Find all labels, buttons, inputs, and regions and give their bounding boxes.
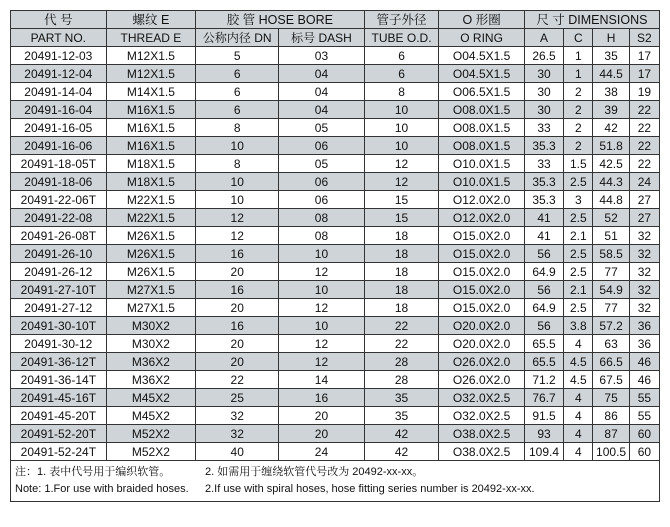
cell-o-ring: O10.0X1.5 <box>439 173 524 191</box>
cell-o-ring: O04.5X1.5 <box>439 47 524 65</box>
cell-tube-od: 15 <box>364 209 439 227</box>
cell-part-no: 20491-12-03 <box>11 47 107 65</box>
notes <box>10 461 660 502</box>
cell-thread: M45X2 <box>106 389 195 407</box>
cell-o-ring: O12.0X2.0 <box>439 209 524 227</box>
cell-dim-c: 4 <box>564 443 593 461</box>
cell-dim-a: 71.2 <box>524 371 564 389</box>
table-row <box>11 281 660 299</box>
cell-tube-od: 18 <box>364 281 439 299</box>
cell-thread: M12X1.5 <box>106 65 195 83</box>
cell-dim-h: 100.5 <box>593 443 629 461</box>
cell-part-no: 20491-45-16T <box>11 389 107 407</box>
cell-dim-a: 30 <box>524 83 564 101</box>
cell-dim-s2: 55 <box>629 389 659 407</box>
cell-thread: M26X1.5 <box>106 263 195 281</box>
table-row <box>11 209 660 227</box>
cell-dim-c: 4.5 <box>564 353 593 371</box>
cell-thread: M36X2 <box>106 371 195 389</box>
cell-part-no: 20491-18-05T <box>11 155 107 173</box>
table-row <box>11 335 660 353</box>
cell-dim-s2: 22 <box>629 101 659 119</box>
header-dim-a: A <box>524 29 564 47</box>
cell-tube-od: 15 <box>364 191 439 209</box>
cell-tube-od: 28 <box>364 371 439 389</box>
cell-dim-c: 3 <box>564 191 593 209</box>
cell-dim-h: 63 <box>593 335 629 353</box>
cell-dim-s2: 32 <box>629 245 659 263</box>
cell-dim-h: 51.8 <box>593 137 629 155</box>
header-dim-s2: S2 <box>629 29 659 47</box>
header-dim-h: H <box>593 29 629 47</box>
cell-tube-od: 35 <box>364 389 439 407</box>
cell-bore-dash: 04 <box>279 65 364 83</box>
cell-tube-od: 6 <box>364 65 439 83</box>
spec-table-body <box>11 47 660 461</box>
cell-thread: M26X1.5 <box>106 245 195 263</box>
header-dimensions: 尺 寸 DIMENSIONS <box>524 11 659 29</box>
cell-thread: M45X2 <box>106 407 195 425</box>
cell-dim-s2: 32 <box>629 227 659 245</box>
cell-tube-od: 12 <box>364 173 439 191</box>
cell-dim-s2: 36 <box>629 335 659 353</box>
cell-thread: M16X1.5 <box>106 137 195 155</box>
cell-part-no: 20491-14-04 <box>11 83 107 101</box>
cell-bore-dn: 20 <box>196 335 279 353</box>
cell-dim-s2: 22 <box>629 119 659 137</box>
cell-dim-c: 4 <box>564 389 593 407</box>
cell-bore-dash: 12 <box>279 353 364 371</box>
cell-dim-a: 35.3 <box>524 191 564 209</box>
table-row <box>11 119 660 137</box>
cell-bore-dn: 40 <box>196 443 279 461</box>
cell-dim-h: 54.9 <box>593 281 629 299</box>
cell-dim-a: 64.9 <box>524 263 564 281</box>
cell-part-no: 20491-26-12 <box>11 263 107 281</box>
cell-bore-dash: 20 <box>279 425 364 443</box>
cell-thread: M12X1.5 <box>106 47 195 65</box>
cell-bore-dash: 20 <box>279 407 364 425</box>
cell-o-ring: O32.0X2.5 <box>439 407 524 425</box>
cell-thread: M18X1.5 <box>106 173 195 191</box>
cell-tube-od: 8 <box>364 83 439 101</box>
cell-o-ring: O04.5X1.5 <box>439 65 524 83</box>
table-row <box>11 101 660 119</box>
cell-dim-a: 76.7 <box>524 389 564 407</box>
cell-o-ring: O08.0X1.5 <box>439 101 524 119</box>
cell-dim-s2: 32 <box>629 299 659 317</box>
cell-thread: M27X1.5 <box>106 299 195 317</box>
table-row <box>11 263 660 281</box>
cell-dim-c: 2.1 <box>564 281 593 299</box>
cell-dim-c: 4 <box>564 407 593 425</box>
cell-part-no: 20491-52-24T <box>11 443 107 461</box>
cell-dim-a: 56 <box>524 281 564 299</box>
cell-bore-dn: 20 <box>196 299 279 317</box>
cell-bore-dash: 06 <box>279 137 364 155</box>
cell-part-no: 20491-16-04 <box>11 101 107 119</box>
cell-part-no: 20491-26-08T <box>11 227 107 245</box>
cell-tube-od: 12 <box>364 155 439 173</box>
cell-dim-h: 39 <box>593 101 629 119</box>
cell-tube-od: 28 <box>364 353 439 371</box>
cell-dim-c: 3.8 <box>564 317 593 335</box>
cell-thread: M14X1.5 <box>106 83 195 101</box>
cell-dim-s2: 24 <box>629 173 659 191</box>
cell-o-ring: O08.0X1.5 <box>439 119 524 137</box>
cell-tube-od: 18 <box>364 263 439 281</box>
cell-o-ring: O15.0X2.0 <box>439 263 524 281</box>
cell-thread: M16X1.5 <box>106 119 195 137</box>
cell-o-ring: O12.0X2.0 <box>439 191 524 209</box>
table-row <box>11 191 660 209</box>
cell-bore-dash: 14 <box>279 371 364 389</box>
cell-dim-c: 2.5 <box>564 245 593 263</box>
cell-tube-od: 18 <box>364 245 439 263</box>
cell-bore-dash: 08 <box>279 227 364 245</box>
cell-bore-dn: 25 <box>196 389 279 407</box>
table-row <box>11 299 660 317</box>
cell-part-no: 20491-30-12 <box>11 335 107 353</box>
cell-dim-c: 4 <box>564 425 593 443</box>
cell-dim-c: 4.5 <box>564 371 593 389</box>
table-row <box>11 443 660 461</box>
table-row <box>11 371 660 389</box>
cell-dim-s2: 55 <box>629 407 659 425</box>
cell-thread: M52X2 <box>106 443 195 461</box>
header-oring-en: O RING <box>439 29 524 47</box>
cell-dim-h: 44.5 <box>593 65 629 83</box>
cell-part-no: 20491-27-12 <box>11 299 107 317</box>
cell-dim-s2: 32 <box>629 281 659 299</box>
cell-dim-a: 109.4 <box>524 443 564 461</box>
cell-dim-a: 35.3 <box>524 137 564 155</box>
cell-bore-dn: 32 <box>196 407 279 425</box>
cell-o-ring: O08.0X1.5 <box>439 137 524 155</box>
cell-dim-s2: 60 <box>629 443 659 461</box>
cell-tube-od: 42 <box>364 443 439 461</box>
cell-dim-c: 2 <box>564 83 593 101</box>
cell-part-no: 20491-30-10T <box>11 317 107 335</box>
cell-part-no: 20491-52-20T <box>11 425 107 443</box>
cell-dim-s2: 17 <box>629 47 659 65</box>
cell-bore-dash: 06 <box>279 173 364 191</box>
cell-o-ring: O20.0X2.0 <box>439 317 524 335</box>
cell-bore-dn: 8 <box>196 119 279 137</box>
cell-dim-h: 87 <box>593 425 629 443</box>
cell-tube-od: 22 <box>364 317 439 335</box>
cell-part-no: 20491-45-20T <box>11 407 107 425</box>
spec-table-container <box>10 10 660 502</box>
cell-thread: M30X2 <box>106 317 195 335</box>
cell-thread: M22X1.5 <box>106 191 195 209</box>
cell-dim-c: 1.5 <box>564 155 593 173</box>
cell-bore-dash: 10 <box>279 317 364 335</box>
cell-bore-dn: 20 <box>196 353 279 371</box>
cell-o-ring: O38.0X2.5 <box>439 443 524 461</box>
cell-bore-dn: 10 <box>196 173 279 191</box>
table-row <box>11 155 660 173</box>
hose-fitting-spec-table <box>10 10 660 461</box>
header-dim-c: C <box>564 29 593 47</box>
cell-tube-od: 22 <box>364 335 439 353</box>
cell-bore-dn: 32 <box>196 425 279 443</box>
table-row <box>11 353 660 371</box>
cell-bore-dn: 6 <box>196 83 279 101</box>
cell-dim-a: 56 <box>524 245 564 263</box>
cell-dim-h: 44.8 <box>593 191 629 209</box>
cell-o-ring: O26.0X2.0 <box>439 353 524 371</box>
cell-o-ring: O15.0X2.0 <box>439 299 524 317</box>
cell-part-no: 20491-36-14T <box>11 371 107 389</box>
cell-dim-c: 2 <box>564 137 593 155</box>
cell-part-no: 20491-16-05 <box>11 119 107 137</box>
header-part-cn: 代 号 <box>11 11 107 29</box>
cell-bore-dn: 12 <box>196 209 279 227</box>
table-row <box>11 47 660 65</box>
cell-bore-dash: 12 <box>279 335 364 353</box>
cell-dim-a: 33 <box>524 119 564 137</box>
cell-dim-s2: 17 <box>629 65 659 83</box>
header-bore-dash: 标号 DASH <box>279 29 364 47</box>
header-oring-cn: O 形圈 <box>439 11 524 29</box>
cell-bore-dash: 05 <box>279 119 364 137</box>
note-en-2: 2.If use with spiral hoses, hose fitting series number is 20492-xx-xx. <box>205 483 535 495</box>
table-row <box>11 389 660 407</box>
cell-bore-dash: 03 <box>279 47 364 65</box>
cell-dim-s2: 27 <box>629 191 659 209</box>
note-en-1: Note: 1.For use with braided hoses. <box>15 483 189 495</box>
cell-tube-od: 10 <box>364 137 439 155</box>
cell-tube-od: 18 <box>364 227 439 245</box>
cell-tube-od: 10 <box>364 101 439 119</box>
cell-dim-h: 42.5 <box>593 155 629 173</box>
cell-dim-c: 2.5 <box>564 209 593 227</box>
cell-bore-dn: 22 <box>196 371 279 389</box>
cell-bore-dash: 10 <box>279 245 364 263</box>
cell-bore-dash: 12 <box>279 263 364 281</box>
cell-bore-dash: 04 <box>279 101 364 119</box>
cell-dim-s2: 22 <box>629 137 659 155</box>
table-row <box>11 65 660 83</box>
cell-dim-c: 2.1 <box>564 227 593 245</box>
cell-o-ring: O15.0X2.0 <box>439 281 524 299</box>
cell-dim-a: 64.9 <box>524 299 564 317</box>
table-row <box>11 317 660 335</box>
cell-dim-a: 56 <box>524 317 564 335</box>
cell-dim-c: 2.5 <box>564 299 593 317</box>
cell-dim-h: 35 <box>593 47 629 65</box>
cell-o-ring: O15.0X2.0 <box>439 227 524 245</box>
cell-dim-c: 2.5 <box>564 173 593 191</box>
table-row <box>11 425 660 443</box>
cell-bore-dn: 10 <box>196 137 279 155</box>
cell-dim-s2: 60 <box>629 425 659 443</box>
header-tube-en: TUBE O.D. <box>364 29 439 47</box>
cell-dim-h: 51 <box>593 227 629 245</box>
cell-bore-dn: 12 <box>196 227 279 245</box>
cell-part-no: 20491-22-08 <box>11 209 107 227</box>
cell-thread: M52X2 <box>106 425 195 443</box>
cell-thread: M26X1.5 <box>106 227 195 245</box>
cell-bore-dash: 08 <box>279 209 364 227</box>
cell-dim-a: 65.5 <box>524 335 564 353</box>
cell-dim-h: 58.5 <box>593 245 629 263</box>
cell-dim-s2: 46 <box>629 353 659 371</box>
cell-dim-s2: 32 <box>629 263 659 281</box>
cell-o-ring: O15.0X2.0 <box>439 245 524 263</box>
cell-dim-c: 2.5 <box>564 263 593 281</box>
cell-part-no: 20491-22-06T <box>11 191 107 209</box>
note-cn-2: 2. 如需用于缠绕软管代号改为 20492-xx-xx。 <box>205 466 424 478</box>
cell-tube-od: 42 <box>364 425 439 443</box>
cell-bore-dn: 6 <box>196 65 279 83</box>
cell-bore-dn: 16 <box>196 245 279 263</box>
cell-dim-a: 91.5 <box>524 407 564 425</box>
cell-dim-h: 38 <box>593 83 629 101</box>
cell-dim-s2: 46 <box>629 371 659 389</box>
cell-dim-c: 1 <box>564 47 593 65</box>
cell-dim-h: 77 <box>593 299 629 317</box>
cell-dim-h: 77 <box>593 263 629 281</box>
cell-o-ring: O06.5X1.5 <box>439 83 524 101</box>
cell-dim-h: 44.3 <box>593 173 629 191</box>
table-row <box>11 407 660 425</box>
cell-thread: M36X2 <box>106 353 195 371</box>
cell-dim-a: 35.3 <box>524 173 564 191</box>
cell-part-no: 20491-26-10 <box>11 245 107 263</box>
table-row <box>11 173 660 191</box>
cell-bore-dn: 8 <box>196 155 279 173</box>
cell-dim-h: 67.5 <box>593 371 629 389</box>
cell-dim-a: 26.5 <box>524 47 564 65</box>
cell-dim-h: 66.5 <box>593 353 629 371</box>
cell-bore-dash: 24 <box>279 443 364 461</box>
cell-part-no: 20491-12-04 <box>11 65 107 83</box>
header-tube-cn: 管子外径 <box>364 11 439 29</box>
header-thread-cn: 螺纹 E <box>106 11 195 29</box>
cell-dim-s2: 19 <box>629 83 659 101</box>
cell-dim-c: 2 <box>564 119 593 137</box>
cell-dim-h: 57.2 <box>593 317 629 335</box>
note-cn-1: 注：1. 表中代号用于编织软管。 <box>15 466 171 478</box>
cell-dim-c: 4 <box>564 335 593 353</box>
cell-dim-a: 30 <box>524 101 564 119</box>
cell-part-no: 20491-36-12T <box>11 353 107 371</box>
cell-bore-dash: 12 <box>279 299 364 317</box>
cell-dim-c: 1 <box>564 65 593 83</box>
cell-dim-a: 41 <box>524 209 564 227</box>
table-row <box>11 137 660 155</box>
cell-part-no: 20491-18-06 <box>11 173 107 191</box>
cell-o-ring: O38.0X2.5 <box>439 425 524 443</box>
cell-tube-od: 6 <box>364 47 439 65</box>
cell-dim-s2: 36 <box>629 317 659 335</box>
cell-dim-a: 30 <box>524 65 564 83</box>
cell-bore-dn: 5 <box>196 47 279 65</box>
cell-dim-c: 2 <box>564 101 593 119</box>
cell-bore-dash: 04 <box>279 83 364 101</box>
table-row <box>11 245 660 263</box>
cell-dim-h: 52 <box>593 209 629 227</box>
cell-dim-h: 86 <box>593 407 629 425</box>
cell-o-ring: O32.0X2.5 <box>439 389 524 407</box>
cell-o-ring: O20.0X2.0 <box>439 335 524 353</box>
cell-part-no: 20491-16-06 <box>11 137 107 155</box>
cell-tube-od: 18 <box>364 299 439 317</box>
cell-dim-s2: 22 <box>629 155 659 173</box>
cell-dim-s2: 27 <box>629 209 659 227</box>
header-bore-dn: 公称内径 DN <box>196 29 279 47</box>
cell-bore-dash: 06 <box>279 191 364 209</box>
table-row <box>11 227 660 245</box>
cell-bore-dn: 16 <box>196 281 279 299</box>
cell-part-no: 20491-27-10T <box>11 281 107 299</box>
cell-bore-dn: 10 <box>196 191 279 209</box>
cell-dim-a: 93 <box>524 425 564 443</box>
cell-thread: M30X2 <box>106 335 195 353</box>
header-part-en: PART NO. <box>11 29 107 47</box>
cell-o-ring: O26.0X2.0 <box>439 371 524 389</box>
cell-thread: M22X1.5 <box>106 209 195 227</box>
cell-dim-h: 75 <box>593 389 629 407</box>
cell-thread: M27X1.5 <box>106 281 195 299</box>
cell-bore-dash: 10 <box>279 281 364 299</box>
cell-dim-a: 33 <box>524 155 564 173</box>
cell-bore-dash: 05 <box>279 155 364 173</box>
cell-dim-h: 42 <box>593 119 629 137</box>
header-hose-bore: 胶 管 HOSE BORE <box>196 11 364 29</box>
cell-bore-dn: 20 <box>196 263 279 281</box>
cell-thread: M16X1.5 <box>106 101 195 119</box>
cell-bore-dash: 16 <box>279 389 364 407</box>
cell-dim-a: 65.5 <box>524 353 564 371</box>
cell-bore-dn: 16 <box>196 317 279 335</box>
cell-dim-a: 41 <box>524 227 564 245</box>
cell-thread: M18X1.5 <box>106 155 195 173</box>
cell-o-ring: O10.0X1.5 <box>439 155 524 173</box>
table-row <box>11 83 660 101</box>
header-thread-en: THREAD E <box>106 29 195 47</box>
cell-tube-od: 35 <box>364 407 439 425</box>
cell-bore-dn: 6 <box>196 101 279 119</box>
cell-tube-od: 10 <box>364 119 439 137</box>
